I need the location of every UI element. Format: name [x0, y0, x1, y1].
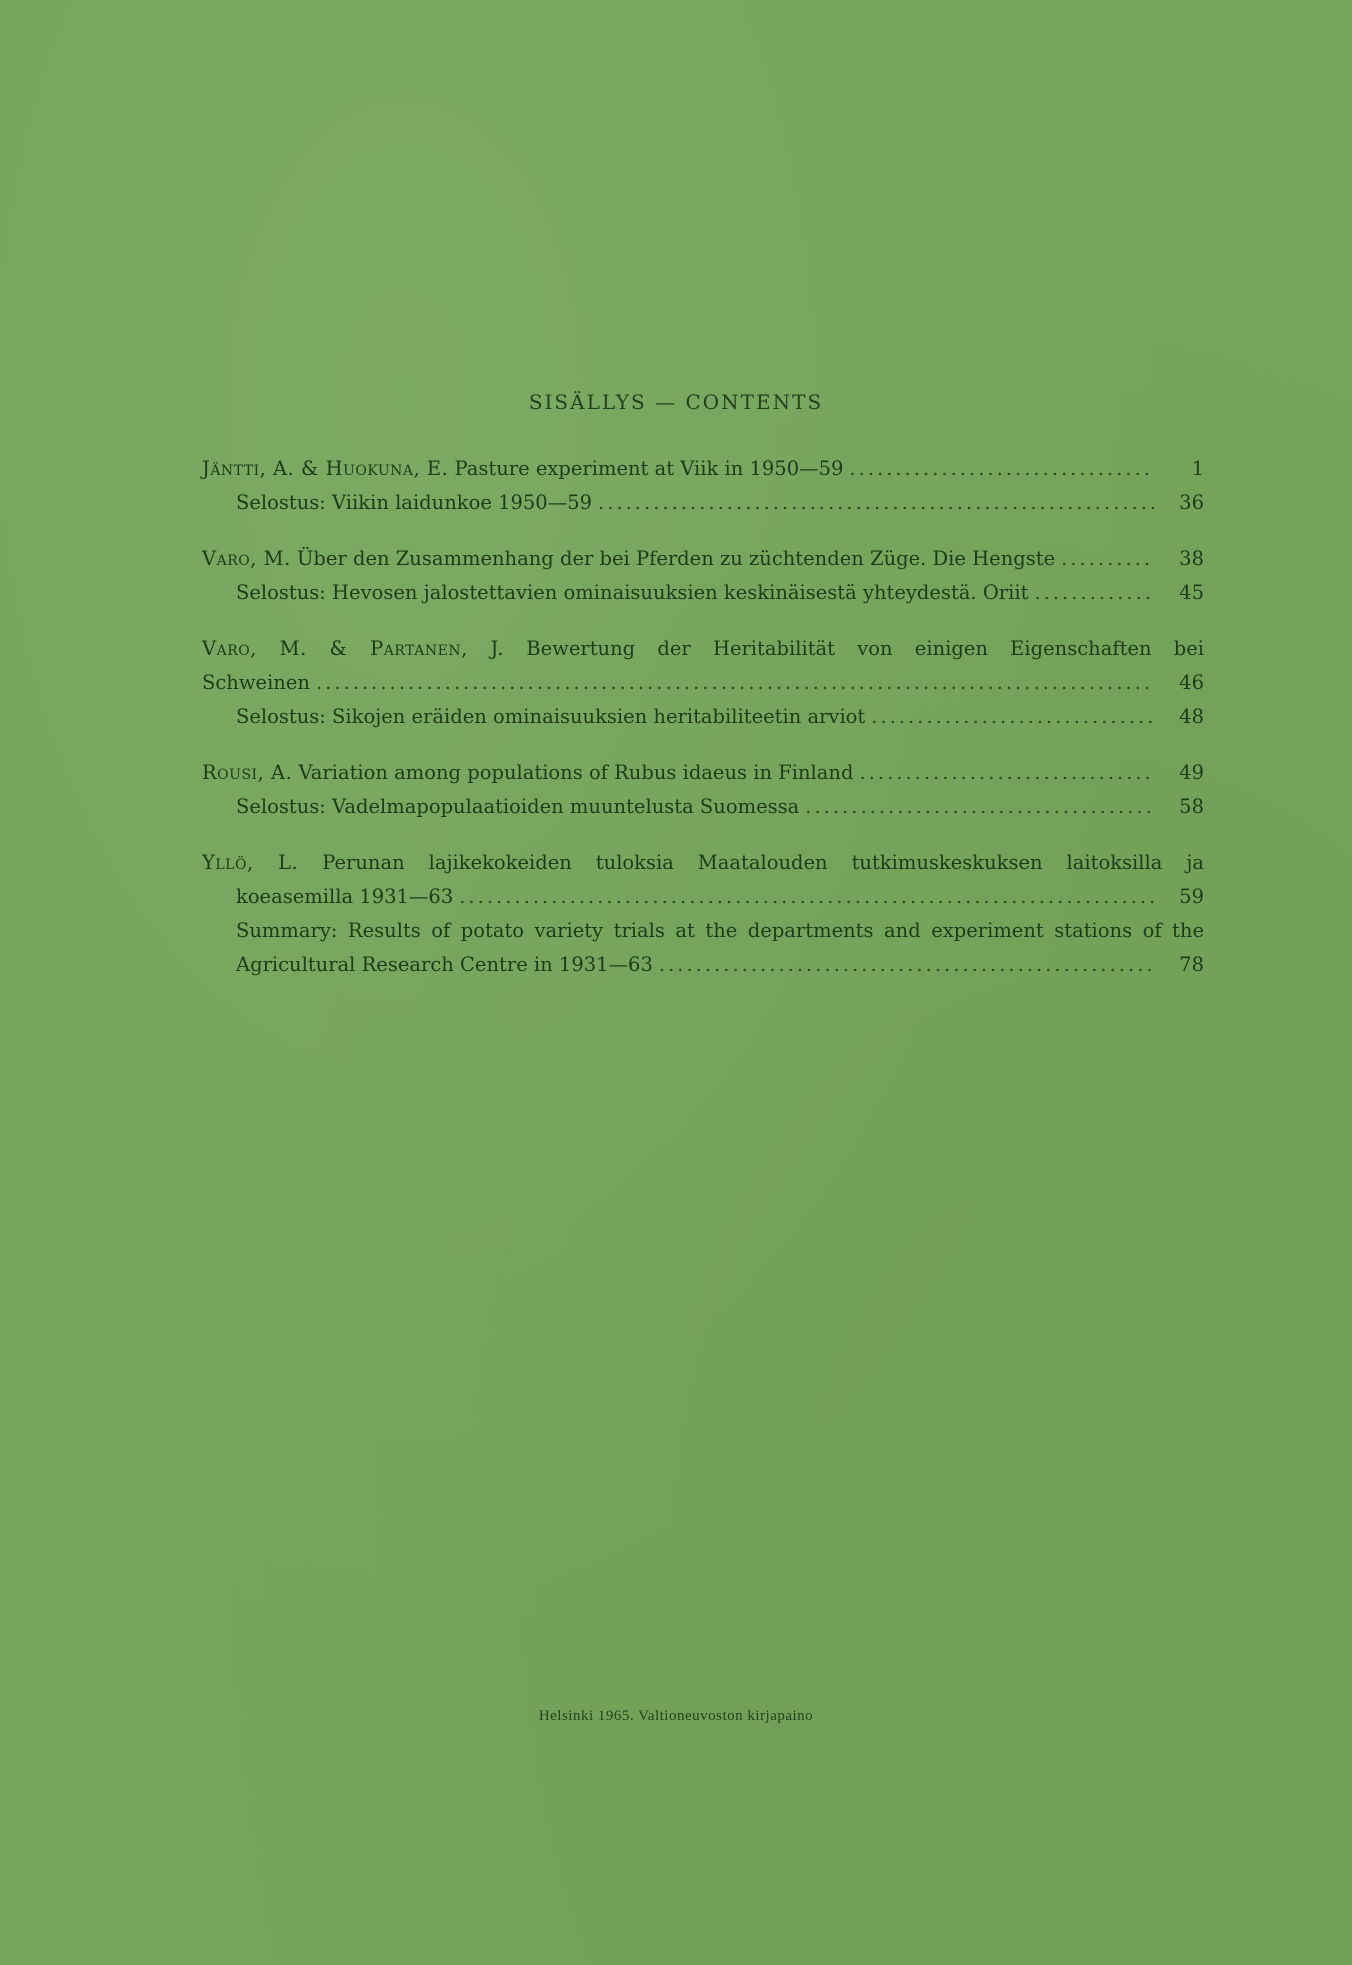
entry-title: Über den Zusammenhang der bei Pferden zu züchtenden Züge. Die Hengste — [296, 547, 1056, 570]
toc-entry — [202, 846, 1204, 982]
toc-line — [202, 756, 1204, 790]
entry-author: Varo, M. & Partanen, J. — [202, 637, 505, 660]
entry-author: Varo, M. — [202, 547, 291, 570]
page-number: 59 — [1179, 885, 1204, 908]
dot-leader — [805, 790, 1154, 824]
entry-author: Rousi, A. — [202, 761, 293, 784]
entry-summary-continued: Agricultural Research Centre in 1931—63 — [236, 953, 653, 976]
entry-title: Bewertung der Heritabilität von einigen Eigenschaften bei — [526, 637, 1204, 660]
page-number: 46 — [1179, 671, 1204, 694]
entry-summary: Selostus: Sikojen eräiden ominaisuuksien heritabiliteetin arviot — [236, 705, 866, 728]
page-number: 48 — [1179, 705, 1204, 728]
dot-leader — [659, 948, 1154, 982]
toc-line — [202, 576, 1204, 610]
entry-title-continued: koeasemilla 1931—63 — [236, 885, 454, 908]
page-number: 58 — [1179, 795, 1204, 818]
toc-line — [202, 790, 1204, 824]
toc-line — [202, 632, 1204, 666]
dot-leader — [859, 756, 1154, 790]
printer-imprint: Helsinki 1965. Valtioneuvoston kirjapaino — [538, 1708, 814, 1724]
toc-entry — [202, 756, 1204, 824]
page-number: 45 — [1179, 581, 1204, 604]
toc-line — [202, 846, 1204, 880]
entry-title: Pasture experiment at Viik in 1950—59 — [454, 457, 844, 480]
toc-line — [202, 542, 1204, 576]
page-number: 1 — [1191, 457, 1204, 480]
entry-summary: Selostus: Hevosen jalostettavien ominaisuuksien keskinäisestä yhteydestä. Oriit — [236, 581, 1029, 604]
page-number: 78 — [1179, 953, 1204, 976]
dot-leader — [316, 666, 1154, 700]
dot-leader — [871, 700, 1154, 734]
toc-line — [202, 700, 1204, 734]
dot-leader — [1034, 576, 1154, 610]
toc-line — [202, 948, 1204, 982]
page-number: 36 — [1179, 491, 1204, 514]
entry-title: Perunan lajikekokeiden tuloksia Maatalouden tutkimuskeskuksen laitoksilla ja — [322, 851, 1204, 874]
dot-leader — [459, 880, 1154, 914]
table-of-contents — [202, 452, 1204, 1004]
entry-summary: Selostus: Vadelmapopulaatioiden muuntelusta Suomessa — [236, 795, 800, 818]
toc-line — [202, 452, 1204, 486]
contents-heading: SISÄLLYS — CONTENTS — [528, 390, 824, 414]
toc-line — [202, 880, 1204, 914]
entry-title-continued: Schweinen — [202, 671, 310, 694]
toc-entry — [202, 452, 1204, 520]
entry-author: Jäntti, A. & Huokuna, E. — [202, 457, 449, 480]
toc-entry — [202, 542, 1204, 610]
entry-summary: Selostus: Viikin laidunkoe 1950—59 — [236, 491, 593, 514]
entry-summary: Summary: Results of potato variety trials at the departments and experiment stations of the — [236, 919, 1204, 942]
toc-line — [202, 914, 1204, 948]
entry-author: Yllö, L. — [202, 851, 299, 874]
dot-leader — [598, 486, 1154, 520]
page-number: 49 — [1179, 761, 1204, 784]
dot-leader — [1061, 542, 1154, 576]
entry-title: Variation among populations of Rubus idaeus in Finland — [298, 761, 854, 784]
toc-entry — [202, 632, 1204, 734]
toc-line — [202, 486, 1204, 520]
dot-leader — [849, 452, 1154, 486]
toc-line — [202, 666, 1204, 700]
page-number: 38 — [1179, 547, 1204, 570]
